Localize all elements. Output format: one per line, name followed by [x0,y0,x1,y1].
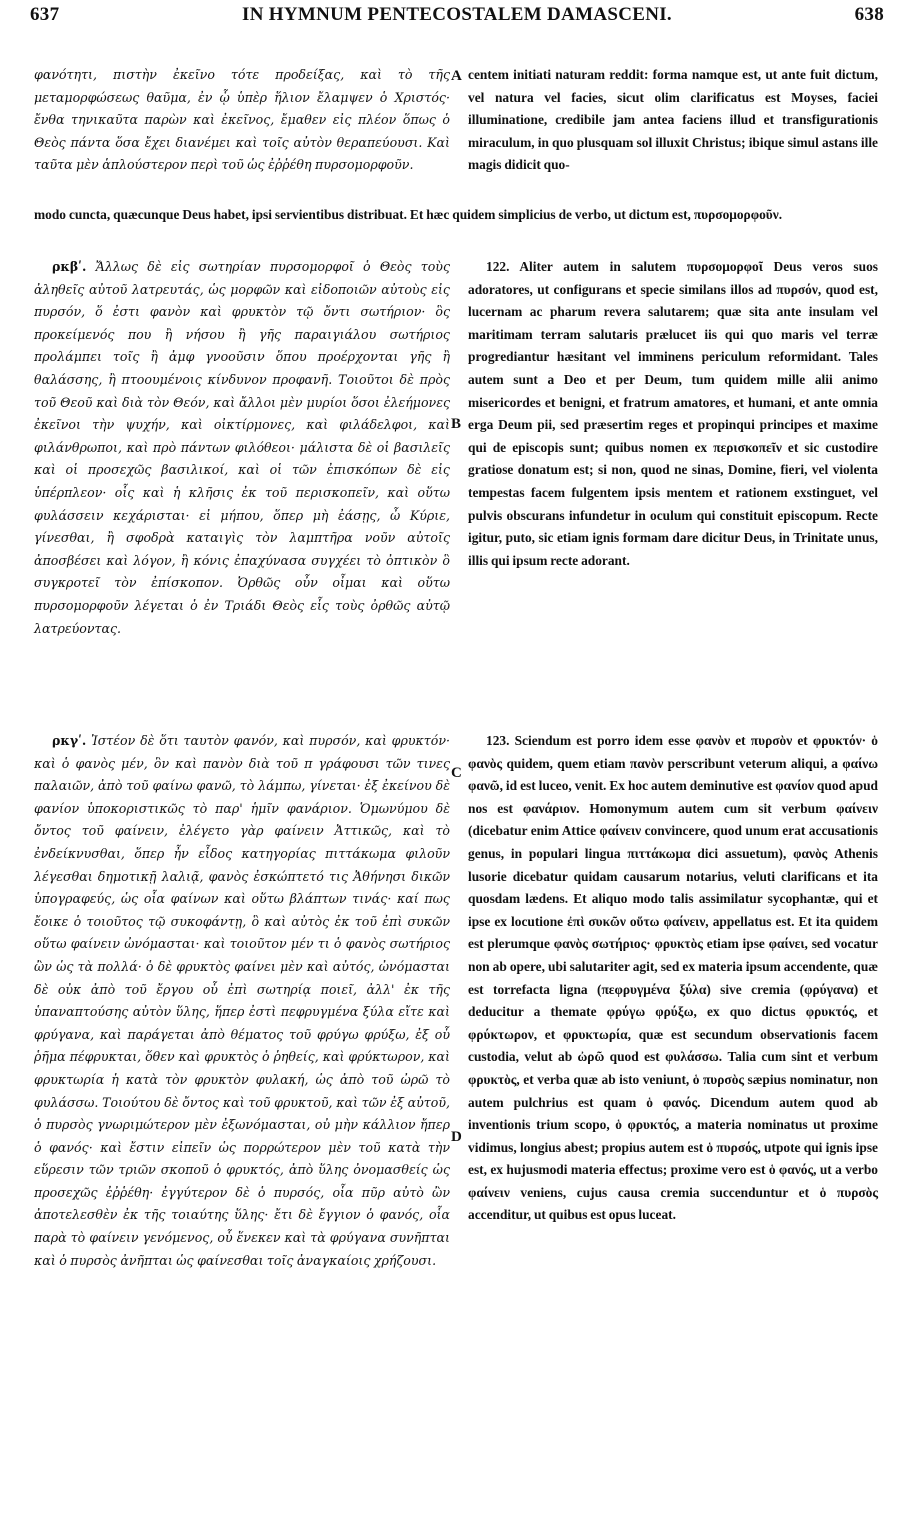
running-title: IN HYMNUM PENTECOSTALEM DAMASCENI. [242,4,672,25]
margin-marker-b: B [451,416,462,432]
page-header [30,4,884,34]
greek-paragraph-122 [34,256,450,640]
greek-text-122: Ἄλλως δὲ εἰς σωτηρίαν πυρσομορφοῖ ὁ Θεὸς τοὺς ἀληθεῖς αὐτοῦ λατρευτάς, ὡς μορφῶν καὶ εἰδοποιῶν αὐτοὺς εἰς πυρσόν, ὅ ἐστι φανὸν καὶ φρυκτὸν τῷ ὄντι σωτήριον· ὃς προκείμενός που ἢ νήσου ἢ γῆς παραιγιάλου σωτήριος προλάμπει τοῖς ἢ ἀμφ γνοοῦσιν ὅπου προέρχονται γῆς ἢ θαλάσσης, ἢ πτοουμένοις κίνδυνον προφανῆ. Τοιοῦτοι δὲ πρὸς τοῦ Θεοῦ καὶ διὰ τὸν Θεόν, καὶ ἄλλοι μὲν μυρίοι ὅσοι ἐλεήμονες ἐκεῖνοι τὴν ψυχήν, καὶ οἰκτίρμονες, καὶ φιλάδελφοι, καὶ φιλάνθρωποι, καὶ πρὸ πάντων φιλόθεοι· μάλιστα δὲ οἱ βασιλεῖς καὶ οἱ προσεχῶς βασιλικοί, καὶ οἱ τῶν ἐπισκόπων δὲ εἰς ὑπέρπλεον· οἷς καὶ ἡ κλῆσις ἐκ τοῦ περισκοπεῖν, καὶ οὕτω φυλάσσειν κεχάρισται· εἰ μήπου, ὅπερ μὴ ἐάσῃς, ὦ Κύριε, γίνεσθαι, ἢ σφοδρὰ καταιγὶς τὸν λαμπτῆρα νοῦν αὐτοῖς ἀποσβέσει καὶ λόγον, ἢ κόνις ἐπαχύνασα συγχέει τὸ ὀπτικὸν ὃ συγκροτεῖ τὸν ἐπίσκοπον. Ὀρθῶς οὖν οἶμαι καὶ οὕτω πυρσομορφοῦν λέγεται ὁ ἐν Τριάδι Θεὸς εἷς τοὺς ὀρθῶς αὐτῷ λατρεύοντας. [34,259,450,636]
margin-marker-c: C [451,765,462,781]
page-number-left: 637 [30,4,60,25]
latin-text-123: Sciendum est porro idem esse φανὸν et πυρσὸν et φρυκτόν· ὁ φανὸς quidem, quem etiam πανὸν perscribunt veterum aliqui, a φαίνω φανῶ, id est luceo, venit. Ex hoc autem deminutive est φανίον quod apud nos est φανάριον. Homonymum autem cum sit verbum φαίνειν (dicebatur enim Attice φαίνειν convincere, quod unum erat accusationis genus, in populari lingua πιττάκωμα dici assuetum), φανὸς Athenis lusorie dicebatur quidam causarum notarius, veluti clarificans et ita quosdam lædens. Et aliquo modo talis assimilatur sycophantæ, qui et ipse ex locutione ἐπὶ συκῶν οὕτω φαίνειν, appellatus est. Et ita quidem est plerumque φανὸς σωτήριος· φρυκτὸς etiam ipse φαίνει, sed vocatur non ab opere, ubi salutariter agit, sed ex materia ipsum accendente, quæ est torrefacta ligna (πεφρυγμένα ξύλα) sive cremia (φρύγανα) et deducitur a themate φρύγω φρύξω, ex quo dictus φρυκτός, et φρύκτωρον, et φρυκτωρία, quæ est secundum observationis facem custodia, velut ab ὠρῶ quod est φυλάσσω. Talia cum sint et verbum φρυκτὸς, et verba quæ ab isto veniunt, ὁ πυρσὸς sæpius nominatur, non autem pulchrius est quam ὁ φανός. Dicendum autem quod ab inventionis trium scopo, ὁ φρυκτός, a materia nominatus ut proxime vidimus, longius abest; propius autem est ὁ πυρσός, utpote qui ignis ipse est, ex hujusmodi materia effectus; proxime vero est ὁ φανός, ut a verbo φαίνειν veniens, cujus causa cremia succenduntur et ὁ πυρσὸς accenditur, ut quibus est opus luceat. [468,733,878,1223]
latin-paragraph-123 [468,730,878,1227]
greek-paragraph-123 [34,730,450,1272]
margin-marker-a: A [451,68,462,84]
latin-full-width-line: modo cuncta, quæcunque Deus habet, ipsi servientibus distribuat. Et hæc quidem simplicius de verbo, ut dictum est, πυρσομορφοῦν. [34,207,783,222]
page-number-right: 638 [854,4,884,25]
latin-paragraph-intro: centem initiati naturam reddit: forma namque est, ut ante fuit dictum, vel natura vel facies, sicut olim clarificatus est Moyses, faciei illuminatione, credibile jam antea faciens illud et transfigurationis miraculum, in quo plusquam sol illuxit Christus; ibique simul astans ille magis didicit quo- [468,67,878,173]
latin-section-number-123: 123. [486,733,510,748]
greek-paragraph-intro: φανότητι, πιστὴν ἐκεῖνο τότε προδείξας, καὶ τὸ τῆς μεταμορφώσεως θαῦμα, ἐν ᾧ ὑπὲρ ἥλιον ἔλαμψεν ὁ Χριστός· ἔνθα τηνικαῦτα παρὼν καὶ ἐκεῖνος, ἔμαθεν εἰς πλέον ὅπως ὁ Θεὸς πάντα ὅσα ἔχει διανέμει καὶ τοῖς αὐτὸν θεραπεύουσι. Καὶ ταῦτα μὲν ἁπλούστερον περὶ τοῦ ὡς ἐῤῥέθη πυρσομορφοῦν. [34,67,450,173]
greek-text-123: Ἰστέον δὲ ὅτι ταυτὸν φανόν, καὶ πυρσόν, καὶ φρυκτόν· καὶ ὁ φανὸς μέν, ὃν καὶ πανὸν διὰ τοῦ π γράφουσι τῶν τινες παλαιῶν, ἀπὸ τοῦ φαίνω φανῶ, τὸ λάμπω, γίνεται· ἐξ ἐκείνου δὲ φανίον ὑποκοριστικῶς τὸ παρ' ἡμῖν φανάριον. Ὁμωνύμου δὲ ὄντος τοῦ φαίνειν, ἐλέγετο γὰρ φαίνειν Ἀττικῶς, καὶ τὸ ἐνδείκνυσθαι, ὅπερ ἦν εἶδος κατηγορίας πιττάκωμα φιλοῦν λέγεσθαι δημοτικῇ λαλιᾷ, φανὸς ἐσκώπτετό τις Ἀθήνησι δικῶν ὑπογραφεύς, ὡς οἷα φαίνων καὶ οὕτω βλάπτων τινάς· καί πως ἔοικε ὁ τοιοῦτος τῷ συκοφάντῃ, ὃ καὶ αὐτὸς ἐκ τοῦ ἐπὶ συκῶν οὕτω φαίνειν ὠνόμασται· καὶ τοιοῦτον μέν τι ὁ φανὸς σωτήριος ὢν ὡς τὰ πολλά· ὁ δὲ φρυκτὸς φαίνει μὲν καὶ αὐτός, ὠνόμασται δὲ οὐκ ἀπὸ τοῦ ἔργου οὗ ἐπὶ σωτηρίᾳ ποιεῖ, ἀλλ' ἐκ τῆς ὑπαναπτούσης αὐτὸν ὕλης, ἥπερ ἐστὶ πεφρυγμένα ξύλα εἴτε καὶ φρύγανα, καὶ παράγεται ἀπὸ θέματος τοῦ φρύγω φρύξω, ἐξ οὗ ῥῆμα πέφρυκται, ὅθεν καὶ φρυκτὸς ὁ ῥηθείς, καὶ φρύκτωρον, καὶ φρυκτωρία ἡ κατὰ τὸν φρυκτὸν φυλακή, ὡς ἀπὸ τοῦ ὠρῶ τὸ φυλάσσω. Τοιούτου δὲ ὄντος καὶ τοῦ φρυκτοῦ, καὶ τῶν ἐξ αὐτοῦ, ὁ πυρσὸς γνωριμώτερον μὲν ἐξωνόμασται, οὐ μὴν κάλλιον ἤπερ ὁ φανός· καὶ ἔστιν εἰπεῖν ὡς πορρώτερον μὲν τοῦ κατὰ τὴν εὕρεσιν τῶν τριῶν σκοποῦ ὁ φρυκτός, ἀπὸ ὕλης ὀνομασθείς ὡς προσεχῶς ἐῤῥέθη· ἐγγύτερον δὲ ὁ πυρσός, οἷα πῦρ αὐτὸ ὢν ἀποτελεσθὲν ἐκ τῆς τοιαύτης ὕλης· ἔτι δὲ ἔγγιον ὁ φανός, οἷα παρὰ τὸ φαίνειν γενόμενος, οὗ ἕνεκεν καὶ τὰ φρύγανα συνῆπται καὶ ὁ πυρσὸς ἀνῆπται ὡς φαίνεσθαι τοῖς ἀναγκαίοις χρήζουσι. [34,733,450,1268]
latin-section-number-122: 122. [486,259,510,274]
greek-section-number-123: ρκγʹ. [52,733,87,748]
greek-section-number-122: ρκβʹ. [52,259,87,274]
latin-text-122: Aliter autem in salutem πυρσομορφοῖ Deus veros suos adoratores, ut configurans et specie similans illos ad πυρσόν, quod est, lucernam ac pharum revera salutarem; quæ sita ante insulam vel maritimam terram salutaris prælucet iis qui quo maris vel terræ progrediantur hæsitant vel imminens periculum reformidant. Tales autem sunt a Deo et per Deum, tum quidem mille alii animo misericordes et benigni, et fratrum amatores, et humani, et ante omnia erga Deum pii, sed præsertim reges et propinqui principes et maxime qui de episcopis sunt; quibus nomen ex περισκοπεῖν et sic custodire gratiose donatum est; si non, quod ne sinas, Domine, fieri, vel violenta tempestas facem fulgentem ipsis mentem et rationem exstinguet, vel pulvis obscurans infundetur in oculum qui constituit episcopum. Recte igitur, puto, sic etiam ignis formam dare dicitur Deus, in Trinitate unus, illis qui ipsum recte adorant. [468,259,878,568]
margin-marker-d: D [451,1129,462,1145]
latin-paragraph-122 [468,256,878,572]
